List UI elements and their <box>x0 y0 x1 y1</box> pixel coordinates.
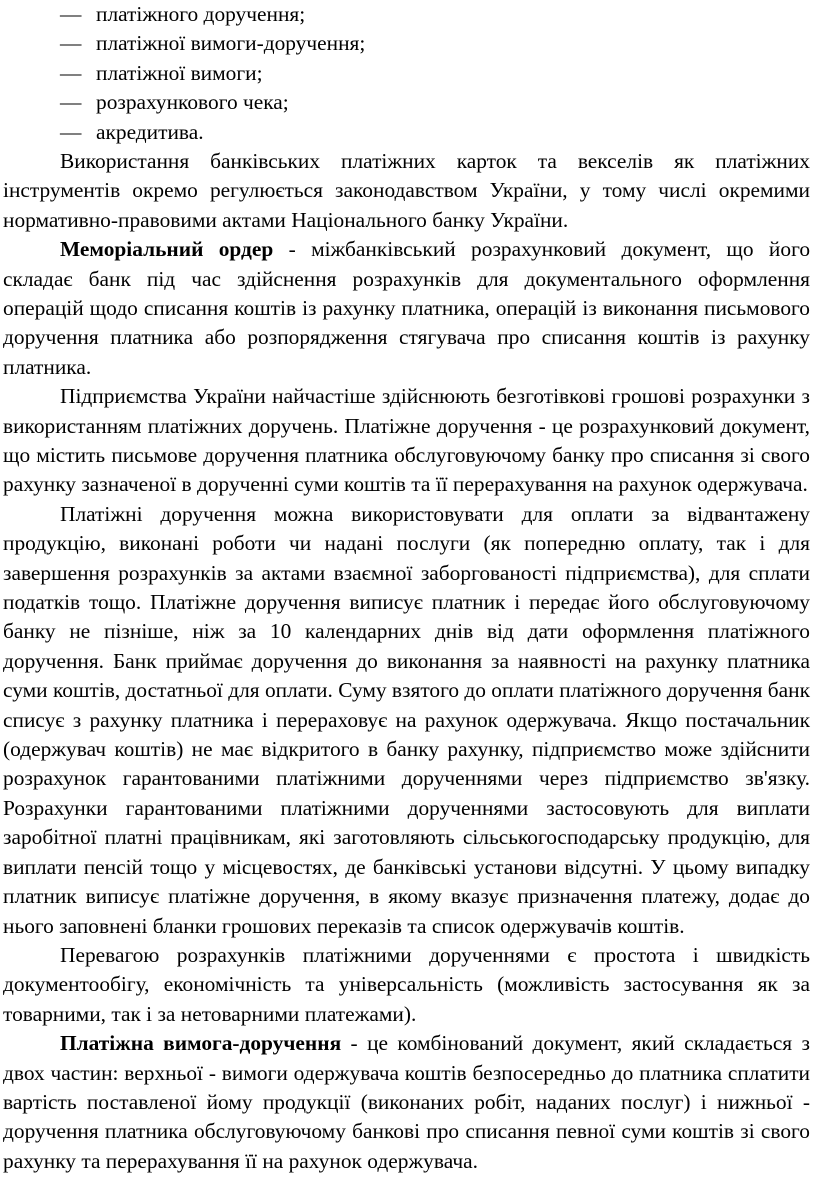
list-item-text: платіжної вимоги-доручення; <box>96 31 366 56</box>
list-dash: — <box>60 2 82 26</box>
list-dash: — <box>60 31 82 56</box>
payment-demand-order-definition: - це комбінований документ, який складається з двох частин: верхньої - вимоги одержувача коштів безпосередньо до платника сплатити вартість поставленої йому продукції (виконаних робіт, наданих послуг) і нижньої - доручення платника обслуговуючому банкові про списання певної суми коштів зі свого рахунку та перерахування її на рахунок одержувача. <box>3 1031 810 1173</box>
list-item <box>3 29 810 58</box>
list-dash: — <box>60 119 82 144</box>
list-dash: — <box>60 60 82 85</box>
list-dash: — <box>60 90 82 115</box>
list-item <box>3 59 810 88</box>
paragraph-payment-order-advantages: Перевагою розрахунків платіжними дорученнями є простота і швидкість документообігу, економічність та універсальність (можливість застосування як за товарними, так і за нетоварними платежами). <box>3 942 810 1026</box>
term-payment-demand-order: Платіжна вимога-доручення <box>60 1031 342 1056</box>
paragraph-card-regulation: Використання банківських платіжних карток та векселів як платіжних інструментів окремо регулюється законодавством України, у тому числі окремими нормативно-правовими актами Національного банку України. <box>3 148 810 232</box>
list-item <box>3 118 810 147</box>
list-item <box>3 0 810 29</box>
paragraph-memorial-order <box>3 235 810 382</box>
paragraph-payment-order-usage: Платіжні доручення можна використовувати для оплати за відвантажену продукцію, виконані роботи чи надані послуги (як попередню оплату, так і для завершення розрахунків за актами взаємної заборгованості підприємства), для сплати податків тощо. Платіжне доручення виписує платник і передає його обслуговуючому банку не пізніше, ніж за 10 календарних днів від дати оформлення платіжного доручення. Банк приймає доручення до виконання за наявності на рахунку платника суми коштів, достатньої для оплати. Суму взятого до оплати платіжного доручення банк списує з рахунку платника і перераховує на рахунок одержувача. Якщо постачальник (одержувач коштів) не має відкритого в банку рахунку, підприємство може здійснити розрахунок гарантованими платіжними дорученнями через підприємство зв'язку. Розрахунки гарантованими платіжними дорученнями застосовують для виплати заробітної платні працівникам, які заготовляють сільськогосподарську продукцію, для виплати пенсій тощо у місцевостях, де банківські установи відсутні. У цьому випадку платник виписує платіжне доручення, в якому вказує призначення платежу, додає до нього заповнені бланки грошових переказів та список одержувачів коштів. <box>3 501 810 938</box>
list-item-text: платіжної вимоги; <box>96 60 263 85</box>
list-item-text: акредитива. <box>96 119 204 144</box>
paragraph-payment-demand-order <box>3 1029 810 1176</box>
term-memorial-order: Меморіальний ордер <box>60 237 274 262</box>
list-item-text: розрахункового чека; <box>96 90 289 115</box>
list-item-text: платіжного доручення; <box>96 2 306 26</box>
paragraph-payment-order-definition: Підприємства України найчастіше здійснюють безготівкові грошові розрахунки з використанням платіжних доручень. Платіжне доручення - це розрахунковий документ, що містить письмове доручення платника обслуговуючому банку про списання зі свого рахунку зазначеної в дорученні суми коштів та її перерахування на рахунок одержувача. <box>3 384 810 497</box>
payment-instruments-list <box>3 0 810 147</box>
memorial-order-definition: - міжбанківський розрахунковий документ, що його складає банк під час здійснення розрахунків для документального оформлення операцій щодо списання коштів із рахунку платника, операцій із виконання письмового доручення платника або розпорядження стягувача про списання коштів із рахунку платника. <box>3 237 811 379</box>
list-item <box>3 88 810 117</box>
